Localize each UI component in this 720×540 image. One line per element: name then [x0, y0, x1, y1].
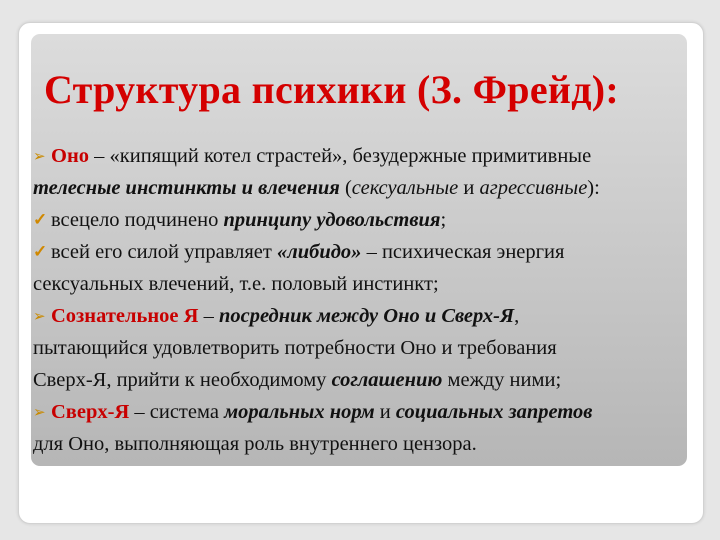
ego-line-3-a: Сверх-Я, прийти к необходимому: [33, 369, 332, 391]
check2-emph: «либидо»: [276, 241, 362, 263]
id-line-2: [33, 172, 693, 204]
arrow-bullet-icon: ➢: [33, 405, 46, 421]
check2-text: всей его силой управляет: [51, 241, 277, 263]
ego-emph: посредник между Оно и Сверх-Я: [218, 305, 515, 327]
id-term: Оно: [51, 145, 90, 167]
check2-text-2: – психическая энергия: [361, 241, 565, 263]
superego-line-2: для Оно, выполняющая роль внутреннего цензора.: [33, 433, 477, 455]
id-aggressive: агрессивные: [479, 177, 588, 199]
ego-dash: –: [198, 305, 219, 327]
arrow-bullet-icon: ➢: [33, 149, 46, 165]
superego-text-1: – система: [129, 401, 225, 423]
check-bullet-icon: ✓: [33, 242, 48, 261]
arrow-bullet-icon: ➢: [33, 309, 46, 325]
superego-line-1: [33, 396, 693, 428]
id-phrase: телесные инстинкты и влечения: [33, 177, 340, 199]
ego-term: Сознательное Я: [51, 305, 199, 327]
ego-line-1: [33, 300, 693, 332]
ego-line-3-b: между ними;: [442, 369, 562, 391]
check1-emph: принципу удовольствия: [223, 209, 441, 231]
ego-comma: ,: [514, 305, 520, 327]
ego-line-2: пытающийся удовлетворить потребности Оно и требования: [33, 337, 557, 359]
superego-and: и: [374, 401, 396, 423]
check1-text: всецело подчинено: [51, 209, 224, 231]
id-and: и: [458, 177, 480, 199]
slide-title: Структура психики (З. Фрейд):: [44, 67, 620, 112]
id-text-1: – «кипящий котел страстей», безудержные примитивные: [89, 145, 592, 167]
superego-emph-1: моральных норм: [224, 401, 375, 423]
id-paren-close: ):: [587, 177, 600, 199]
id-line-1: [33, 140, 693, 172]
check2-line-2: сексуальных влечений, т.е. половый инстинкт;: [33, 273, 439, 295]
id-paren-open: (: [339, 177, 352, 199]
superego-emph-2: социальных запретов: [395, 401, 593, 423]
slide-body: [33, 140, 693, 460]
check1-line: [33, 204, 693, 236]
check1-end: ;: [440, 209, 447, 231]
superego-term: Сверх-Я: [51, 401, 130, 423]
ego-line-3-emph: соглашению: [331, 369, 443, 391]
ego-line-3: [33, 364, 693, 396]
check-bullet-icon: ✓: [33, 210, 48, 229]
check2-line-1: [33, 236, 693, 268]
id-sexual: сексуальные: [351, 177, 459, 199]
